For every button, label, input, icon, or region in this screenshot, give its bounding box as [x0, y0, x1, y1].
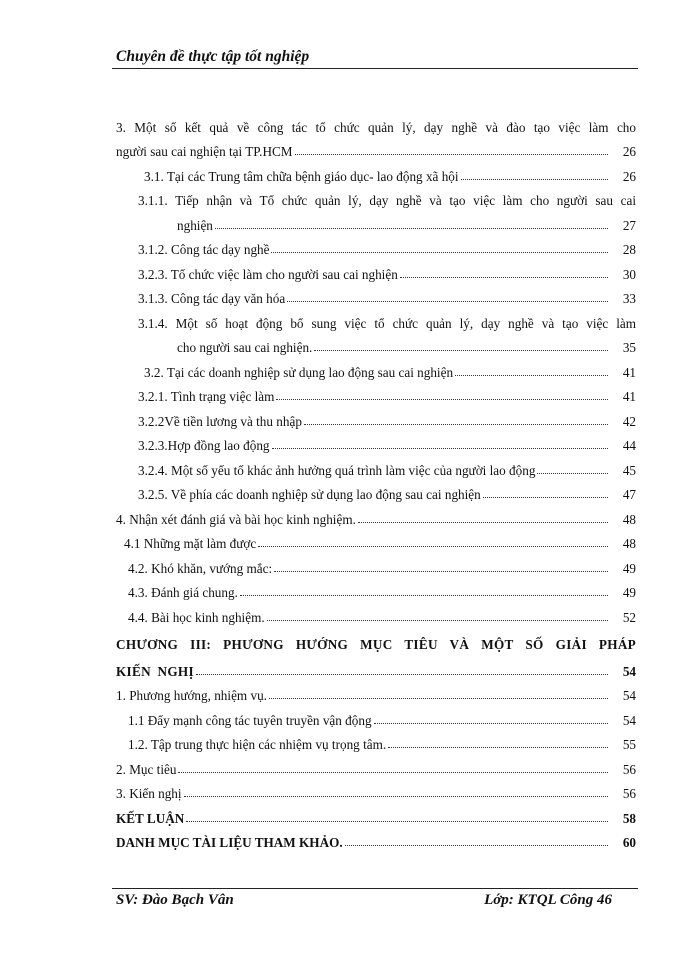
- toc-page-number: 54: [622, 663, 636, 679]
- toc-entry-ch3-1[interactable]: [116, 680, 636, 705]
- dot-leader: [184, 795, 608, 797]
- toc-entry-3-1-1[interactable]: [116, 185, 636, 210]
- toc-page-number: 26: [622, 144, 636, 159]
- toc-entry-text: cho người sau cai nghiện.: [177, 340, 313, 355]
- toc-entry-text: 3.2.2Về tiền lương và thu nhập: [138, 413, 302, 429]
- dot-leader: [400, 276, 608, 278]
- dot-leader: [215, 227, 608, 229]
- toc-entry-text: 3.1.3. Công tác dạy văn hóa: [138, 291, 286, 306]
- dot-leader: [196, 673, 608, 675]
- toc-chapter-3[interactable]: [116, 626, 636, 653]
- toc-page-number: 41: [622, 364, 636, 380]
- dot-leader: [314, 349, 608, 351]
- toc-entry-text: người sau cai nghiện tại TP.HCM: [116, 144, 293, 159]
- toc-page-number: 45: [622, 462, 636, 478]
- dot-leader: [358, 521, 608, 523]
- toc-entry-text: nghiện: [177, 217, 213, 233]
- toc-entry-4-2[interactable]: [116, 552, 636, 577]
- toc-page-number: 54: [622, 712, 636, 728]
- toc-entry-3-1-4[interactable]: [116, 307, 636, 332]
- toc-entry-text: 1.2. Tập trung thực hiện các nhiệm vụ trọng tâm.: [128, 737, 387, 752]
- toc-entry-text: 4. Nhận xét đánh giá và bài học kinh nghiệm.: [116, 511, 356, 527]
- toc-page-number: 27: [622, 217, 636, 233]
- toc-entry-text: KIẾN NGHỊ: [116, 663, 194, 679]
- toc-entry-text: 1.1 Đẩy mạnh công tác tuyên truyền vận động: [128, 712, 372, 728]
- toc-entry-text: 4.3. Đánh giá chung.: [128, 585, 238, 600]
- toc-entry-text: 3.2.1. Tình trạng việc làm: [138, 389, 275, 404]
- toc-page-number: 28: [622, 242, 636, 257]
- dot-leader: [345, 844, 608, 846]
- toc-page-number: 60: [622, 835, 636, 850]
- toc-entry-text: CHƯƠNG III: PHƯƠNG HƯỚNG MỤC TIÊU VÀ MỘT SỐ GIẢI PHÁP: [116, 636, 636, 652]
- dot-leader: [276, 398, 608, 400]
- dot-leader: [186, 820, 608, 822]
- dot-leader: [267, 619, 608, 621]
- toc-entry-3-1-4-cont[interactable]: [116, 332, 636, 357]
- toc-page-number: 56: [622, 761, 636, 777]
- dot-leader: [274, 570, 608, 572]
- toc-entry-text: 3. Một số kết quả về công tác tổ chức quản lý, dạy nghề và đào tạo việc làm cho: [116, 119, 636, 135]
- toc-entry-text: 3.2.3. Tổ chức việc làm cho người sau cai nghiện: [138, 266, 398, 282]
- toc-page-number: 47: [622, 487, 636, 502]
- toc-entry-text: 4.2. Khó khăn, vướng mắc:: [128, 560, 273, 576]
- toc-entry-text: 2. Mục tiêu: [116, 761, 177, 777]
- toc-page-number: 49: [622, 560, 636, 576]
- footer-divider: [112, 888, 638, 889]
- toc-page-number: 26: [622, 168, 636, 184]
- toc-entry-3-cont[interactable]: [116, 136, 636, 161]
- dot-leader: [455, 374, 608, 376]
- header-divider: [112, 68, 638, 69]
- toc-entry-text: 3.1.1. Tiếp nhận và Tổ chức quản lý, dạy nghề và tạo việc làm cho người sau cai: [138, 193, 636, 208]
- toc-entry-3-1-1-cont[interactable]: [116, 209, 636, 234]
- toc-entry-3-1-3[interactable]: [116, 283, 636, 308]
- toc-entry-ch3-1-1[interactable]: [116, 704, 636, 729]
- dot-leader: [461, 178, 608, 180]
- dot-leader: [287, 300, 608, 302]
- dot-leader: [388, 746, 608, 748]
- toc-entry-3-2[interactable]: [116, 356, 636, 381]
- toc-entry-4[interactable]: [116, 503, 636, 528]
- toc-entry-ch3-3[interactable]: [116, 778, 636, 803]
- toc-page-number: 48: [622, 536, 636, 551]
- toc-entry-3-2-3a[interactable]: [116, 258, 636, 283]
- dot-leader: [295, 153, 608, 155]
- toc-entry-text: 3.2.3.Hợp đồng lao động: [138, 438, 270, 453]
- toc-page-number: 58: [622, 810, 636, 826]
- toc-page-number: 52: [622, 609, 636, 625]
- toc-page-number: 42: [622, 413, 636, 429]
- dot-leader: [304, 423, 608, 425]
- toc-entry-4-4[interactable]: [116, 601, 636, 626]
- toc-entry-3-2-4[interactable]: [116, 454, 636, 479]
- toc-references[interactable]: [116, 827, 636, 852]
- toc-entry-3[interactable]: [116, 111, 636, 136]
- toc-page-number: 30: [622, 266, 636, 282]
- toc-entry-text: DANH MỤC TÀI LIỆU THAM KHẢO.: [116, 835, 343, 850]
- toc-entry-text: 3.1.2. Công tác dạy nghề: [138, 242, 270, 257]
- dot-leader: [272, 447, 608, 449]
- page-header-title: Chuyên đề thực tập tốt nghiệp: [116, 48, 310, 65]
- toc-entry-ch3-2[interactable]: [116, 753, 636, 778]
- toc-entry-text: 4.1 Những mặt làm được: [124, 536, 257, 551]
- toc-entry-text: 3.2.5. Về phía các doanh nghiệp sử dụng lao động sau cai nghiện: [138, 487, 481, 502]
- toc-entry-3-1[interactable]: [116, 160, 636, 185]
- toc-entry-text: 3.1.4. Một số hoạt động bổ sung việc tổ chức quản lý, dạy nghề và tạo việc làm: [138, 315, 636, 331]
- toc-page-number: 41: [622, 389, 636, 404]
- toc-entry-text: 3.2.4. Một số yếu tố khác ảnh hưởng quá trình làm việc của người lao động: [138, 462, 536, 478]
- toc-conclusion[interactable]: [116, 802, 636, 827]
- toc-page-number: 56: [622, 786, 636, 801]
- toc-entry-3-1-2[interactable]: [116, 234, 636, 259]
- toc-page-number: 44: [622, 438, 636, 453]
- dot-leader: [271, 251, 608, 253]
- toc-entry-text: 3.1. Tại các Trung tâm chữa bệnh giáo dục- lao động xã hội: [144, 168, 459, 184]
- toc-entry-text: 3.2. Tại các doanh nghiệp sử dụng lao động sau cai nghiện: [144, 364, 454, 380]
- toc-entry-4-3[interactable]: [116, 577, 636, 602]
- toc-page-number: 49: [622, 585, 636, 600]
- toc-entry-text: 3. Kiến nghị: [116, 786, 182, 801]
- toc-page-number: 33: [622, 291, 636, 306]
- dot-leader: [537, 472, 608, 474]
- toc-entry-3-2-1[interactable]: [116, 381, 636, 406]
- toc-entry-3-2-5[interactable]: [116, 479, 636, 504]
- dot-leader: [258, 545, 608, 547]
- toc-entry-3-2-2[interactable]: [116, 405, 636, 430]
- dot-leader: [483, 496, 608, 498]
- table-of-contents: [116, 111, 636, 851]
- footer-author: SV: Đào Bạch Vân: [116, 892, 234, 908]
- toc-page-number: 54: [622, 688, 636, 703]
- toc-entry-text: KẾT LUẬN: [116, 810, 185, 826]
- toc-page-number: 55: [622, 737, 636, 752]
- dot-leader: [178, 771, 608, 773]
- toc-entry-text: 4.4. Bài học kinh nghiệm.: [128, 609, 265, 625]
- footer-class: Lớp: KTQL Công 46: [484, 892, 612, 908]
- toc-entry-ch3-1-2[interactable]: [116, 729, 636, 754]
- toc-page-number: 48: [622, 511, 636, 527]
- toc-entry-4-1[interactable]: [116, 528, 636, 553]
- toc-page-number: 35: [622, 340, 636, 355]
- toc-chapter-3-cont[interactable]: [116, 653, 636, 680]
- dot-leader: [374, 722, 608, 724]
- toc-entry-3-2-3[interactable]: [116, 430, 636, 455]
- dot-leader: [240, 594, 608, 596]
- dot-leader: [269, 697, 608, 699]
- toc-entry-text: 1. Phương hướng, nhiệm vụ.: [116, 688, 267, 703]
